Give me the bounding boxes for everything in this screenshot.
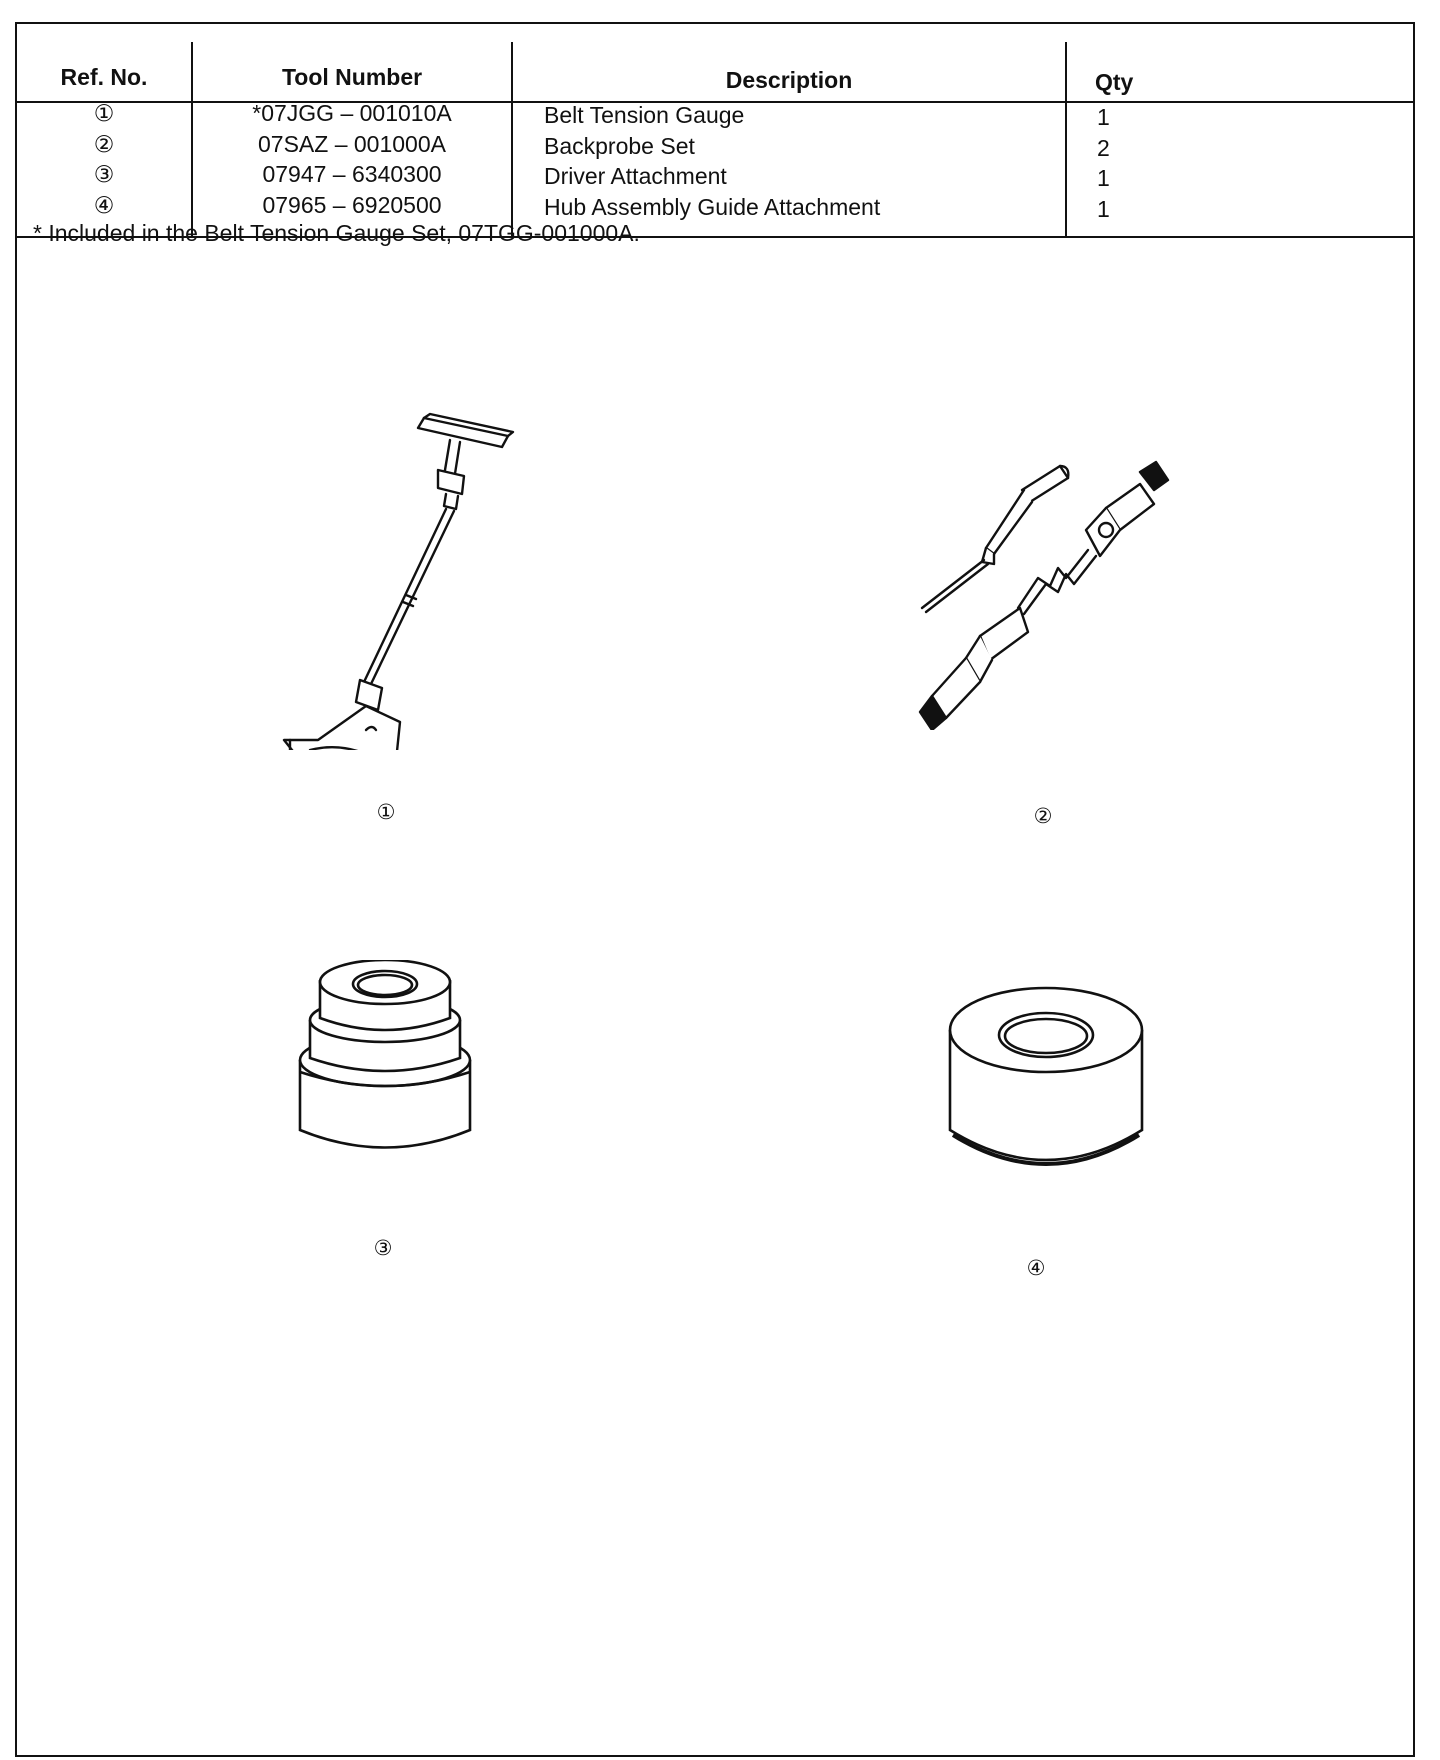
tool-number-cell: 07SAZ – 001000A [258, 130, 446, 157]
header-description: Description [725, 67, 853, 93]
qty-cell: 1 [1097, 165, 1110, 191]
header-tool-number: Tool Number [281, 64, 423, 90]
tool-number-cell: 07947 – 6340300 [262, 161, 442, 187]
qty-cell: 1 [1097, 104, 1110, 130]
description-column [544, 100, 1064, 222]
backprobe-set-icon [910, 460, 1190, 730]
qty-cell: 2 [1097, 134, 1110, 161]
ref-cell: ② [93, 130, 115, 157]
figure-label: ① [376, 801, 396, 824]
qty-cell: 1 [1097, 195, 1110, 222]
belt-tension-gauge-icon [270, 410, 520, 750]
column-divider [1065, 42, 1067, 236]
description-cell: Driver Attachment [544, 163, 727, 189]
description-cell: Belt Tension Gauge [544, 102, 745, 128]
tool-number-column [193, 98, 511, 220]
header-ref-no: Ref. No. [60, 64, 148, 90]
description-cell: Backprobe Set [544, 132, 695, 159]
description-cell: Hub Assembly Guide Attachment [544, 193, 881, 220]
special-tools-table [17, 24, 1413, 238]
ref-column [17, 98, 191, 220]
footnote: * Included in the Belt Tension Gauge Set, 07TGG-001000A. [33, 220, 640, 246]
ref-cell: ③ [93, 161, 115, 187]
ref-cell: ④ [93, 191, 115, 218]
driver-attachment-icon [290, 960, 480, 1200]
figure-label: ④ [1026, 1257, 1046, 1280]
page-frame [15, 22, 1415, 1757]
figure-label: ② [1033, 805, 1053, 828]
ref-cell: ① [93, 100, 115, 126]
header-qty: Qty [1095, 69, 1134, 95]
figure-label: ③ [373, 1237, 393, 1260]
tool-number-cell: 07965 – 6920500 [262, 191, 442, 218]
tool-number-cell: *07JGG – 001010A [252, 100, 452, 126]
qty-column [1097, 102, 1157, 224]
hub-assembly-guide-attachment-icon [945, 985, 1147, 1185]
